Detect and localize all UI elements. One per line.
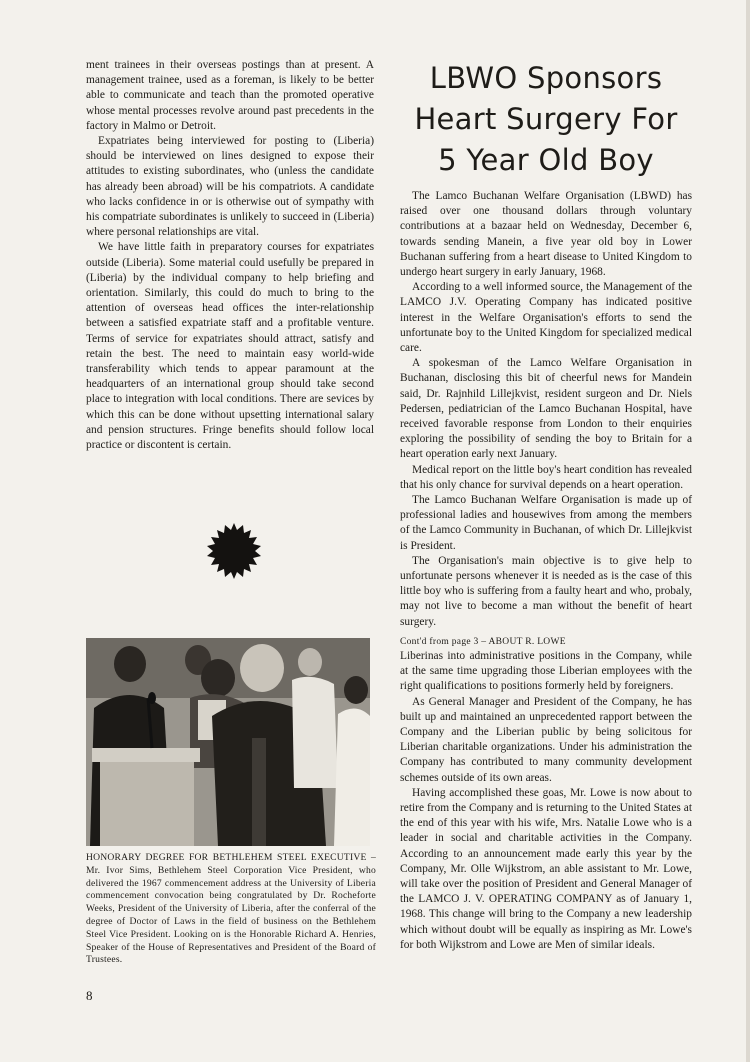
article-paragraph: According to a well informed source, the Management of the LAMCO J.V. Operating Company has indicated positive interest in the Welfare Organisation's efforts to send the unfortunate boy to the United Kingdom for specialized medical care.: [400, 281, 692, 355]
continued-paragraph: Having accomplished these goas, Mr. Lowe is now about to retire from the Company and is returning to the United States at the end of this year with his wife, Mrs. Natalie Lowe who is a leader in social and charitable activities in the Company. According to an announcement made early this year by the Company, Mr. Olle Wijkstrom, an able assistant to Mr. Lowe, will take over the position of President and General Manager of the LAMCO J. V. OPERATING COMPANY as of January 1, 1968. This change will bring to the Company a new leadership which without doubt will be equally as inspiring as Mr. Lowe's for both Wijkstrom and Lowe are Men of similar ideals.: [400, 786, 692, 951]
photo-caption: HONORARY DEGREE FOR BETHLEHEM STEEL EXECUTIVE – Mr. Ivor Sims, Bethlehem Steel Corporation Vice President, who delivered the 1967 commencement address at the University of Liberia commencement convocation being congratulated by Dr. Rocheforte Weeks, President of the University of Liberia, after the conferral of the degree of Doctor of Laws in the field of business on the Bethlehem Steel Vice President. Looking on is the Honorable Richard A. Henries, Speaker of the House of Representatives and President of the Board of Trustees.: [86, 852, 376, 966]
headline-line: LBWO Sponsors: [429, 61, 663, 95]
right-column-article: [400, 58, 692, 953]
page-edge-divider: [746, 0, 750, 1062]
article-headline: [400, 58, 692, 181]
article-paragraph: The Lamco Buchanan Welfare Organisation (LBWD) has raised over one thousand dollars through voluntary contributions at a bazaar held on Wednesday, December 6, towards sending Manein, a five year old boy in Lower Buchanan suffering from a heart disease to United Kingdom to undergo heart surgery in early January, 1968.: [400, 190, 692, 279]
left-paragraph: ment trainees in their overseas postings than at present. A management trainee, used as a foreman, is likely to be better able to communicate and teach than the promoted operative whose mental processes revolve around past precedents in the factory in Malmo or Detroit.: [86, 59, 374, 132]
article-paragraph: The Organisation's main objective is to give help to unfortunate persons whenever it is needed as is the case of this little boy who is suffering from a faulty heart and who, probaly, may not live to become a man without the benefit of heart surgery.: [400, 554, 692, 628]
headline-line: 5 Year Old Boy: [438, 143, 654, 177]
continued-from-label: Cont'd from page 3 – ABOUT R. LOWE: [400, 636, 566, 647]
article-paragraph: The Lamco Buchanan Welfare Organisation is made up of professional ladies and housewives from among the members of the Lamco Community in Buchanan, of which Dr. Lillejkvist is President.: [400, 494, 692, 552]
continued-paragraph: Liberinas into administrative positions in the Company, while at the same time upgrading those Liberian employees with the right qualifications to positions formerly held by foreigners.: [400, 649, 692, 693]
left-paragraph: We have little faith in preparatory courses for expatriates outside (Liberia). Some material could usefully be prepared in (Liberia) by the individual company to help briefing and orientation. Similarly, this could do much to bring to the attention of overseas head offices the inter-relationship between a satisfied expatriate staff and a profitable venture. Terms of service for expatriates should attract, satisfy and retain the best. The need to maintain easy world-wide transferability which tends to appear paramount at the headquarters of an international group should take second place to integration with local conditions. There are sevices by which this can be done without upsetting international salary and pension structures. Fringe benefits should follow local practice or discontent is certain.: [86, 241, 374, 452]
ceremony-photo: [86, 638, 370, 846]
page-number: 8: [86, 988, 93, 1003]
article-paragraph: A spokesman of the Lamco Welfare Organisation in Buchanan, disclosing this bit of cheerful news for Mandein said, Dr. Rajnhild Lillejkvist, resident surgeon and Dr. Niels Pedersen, pediatrician of the Lamco Buchanan Hospital, have received favorable response from London to their enquiries exploring the possibility of sending the boy to Britain for a heart operation early next January.: [400, 357, 692, 461]
article-paragraph: Medical report on the little boy's heart condition has revealed that his only chance for survival depends on a heart operation.: [400, 463, 692, 491]
continued-paragraph: As General Manager and President of the Company, he has built up and maintained an unprecedented rapport between the Company and the Liberian public by being solicitous for Liberian charitable organizations. Under his administration the Company has contributed to many community development schemes outside of its own areas.: [400, 695, 692, 784]
starburst-seal-icon: [205, 522, 263, 580]
left-paragraph: Expatriates being interviewed for posting to (Liberia) should be interviewed on lines designed to expose their attitudes to existing subordinates, who (unless the candidate has already been abroad) will be his compatriots. A candidate who lacks confidence in or is otherwise out of sympathy with his compatriate subordinates is unlikely to succeed in (Liberia) where personal relationships are vital.: [86, 135, 374, 239]
left-column-article: [86, 58, 374, 453]
headline-line: Heart Surgery For: [414, 102, 678, 136]
